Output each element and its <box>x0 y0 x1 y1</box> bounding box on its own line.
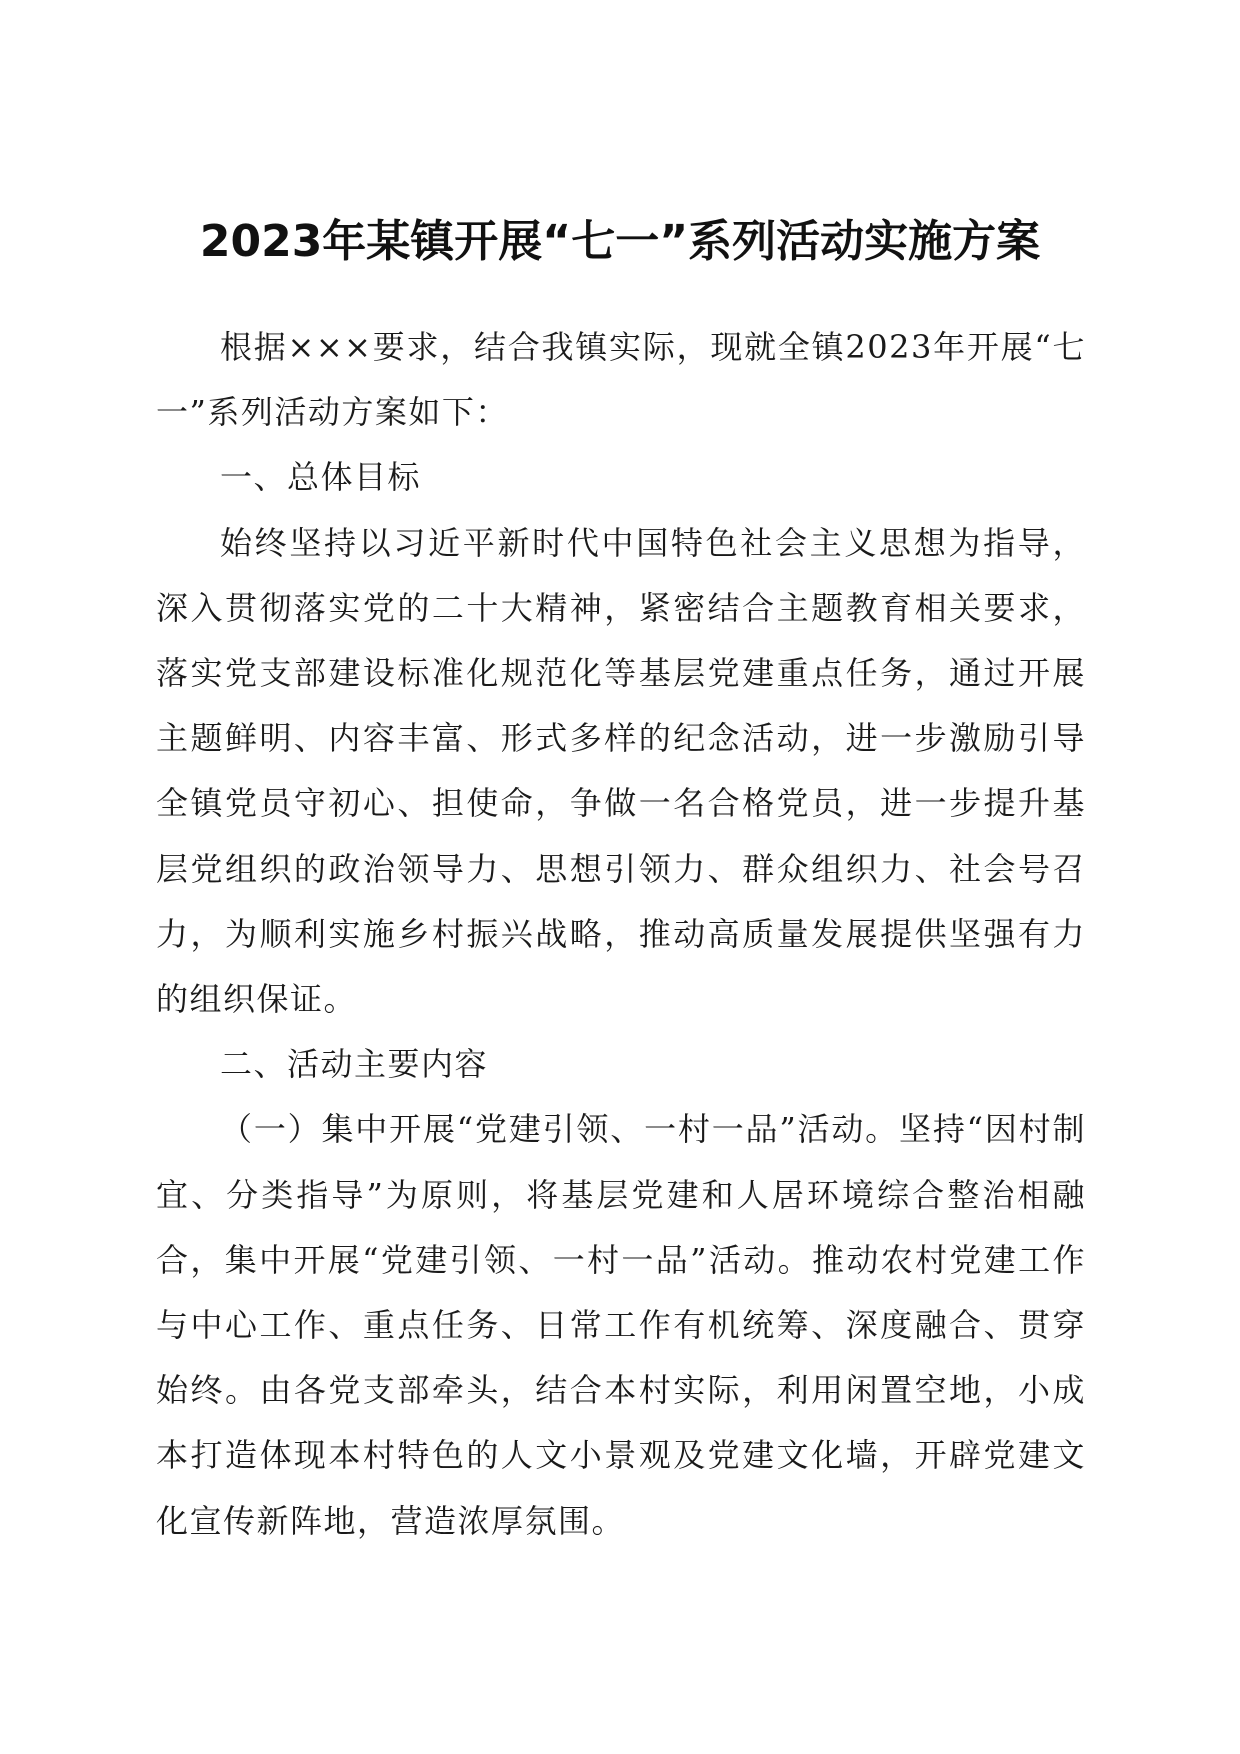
section-heading-overall-goal: 一、总体目标 <box>220 458 422 497</box>
document-title: 2023年某镇开展“七一”系列活动实施方案 <box>199 216 1041 267</box>
section-heading-main-content: 二、活动主要内容 <box>220 1045 489 1084</box>
activity-one-paragraph: （一）集中开展“党建引领、一村一品”活动。坚持“因村制宜、分类指导”为原则，将基层党建和人居环境综合整治相融合，集中开展“党建引领、一村一品”活动。推动农村党建工作与中心工作、重点任务、日常工作有机统筹、深度融合、贯穿始终。由各党支部牵头，结合本村实际，利用闲置空地，小成本打造体现本村特色的人文小景观及党建文化墙，开辟党建文化宣传新阵地，营造浓厚氛围。 <box>156 1110 1086 1540</box>
overall-goal-paragraph: 始终坚持以习近平新时代中国特色社会主义思想为指导，深入贯彻落实党的二十大精神，紧密结合主题教育相关要求，落实党支部建设标准化规范化等基层党建重点任务，通过开展主题鲜明、内容丰富、形式多样的纪念活动，进一步激励引导全镇党员守初心、担使命，争做一名合格党员，进一步提升基层党组织的政治领导力、思想引领力、群众组织力、社会号召力，为顺利实施乡村振兴战略，推动高质量发展提供坚强有力的组织保证。 <box>156 523 1086 1019</box>
document-body <box>156 315 1086 1554</box>
intro-paragraph: 根据×××要求，结合我镇实际，现就全镇2023年开展“七一”系列活动方案如下： <box>156 328 1086 432</box>
